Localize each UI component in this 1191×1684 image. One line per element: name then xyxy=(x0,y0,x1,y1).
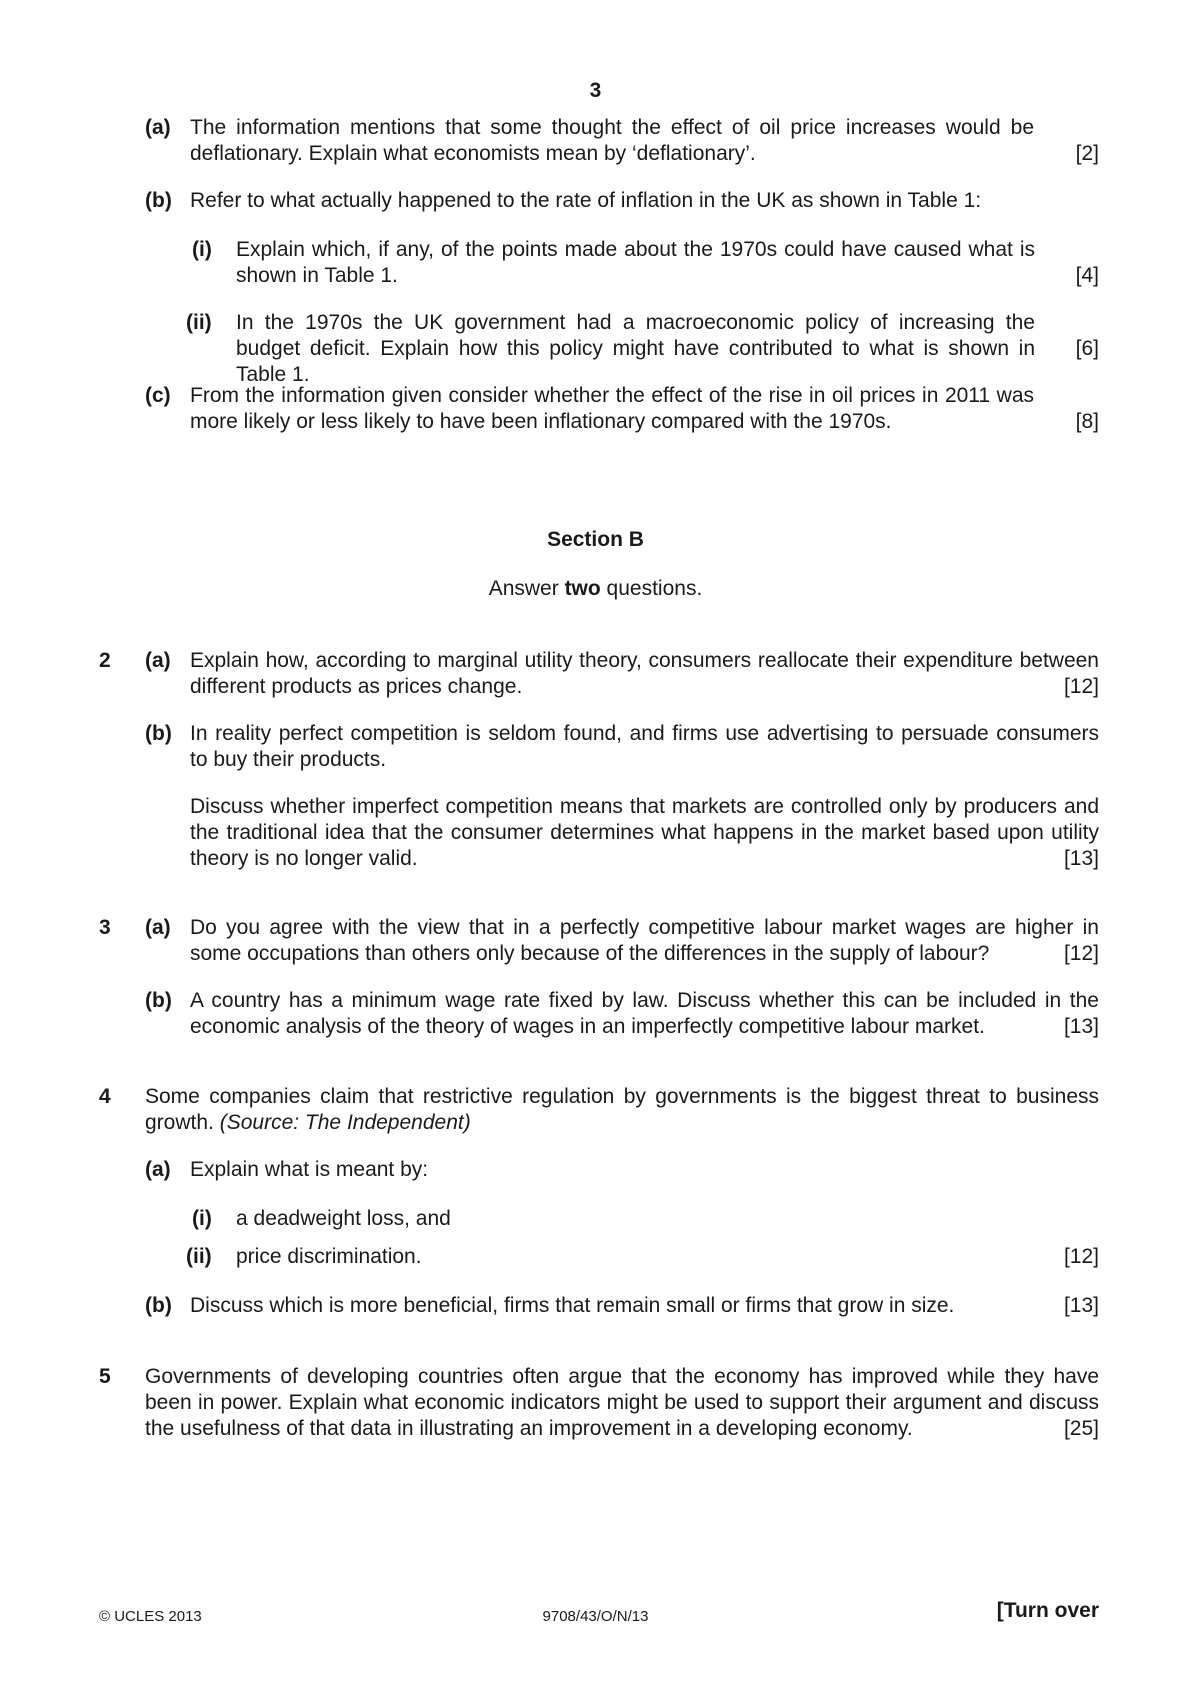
part-label: (a) xyxy=(145,649,171,672)
sub-label: (ii) xyxy=(186,1245,212,1268)
question-text: Discuss whether imperfect competition means that markets are controlled only by producers and the traditional idea that the consumer determines what happens in the market based upon utility theory is no longer valid. xyxy=(190,795,1099,870)
mark: [13] xyxy=(1063,1015,1099,1038)
part-label: (b) xyxy=(145,1294,172,1317)
question-text: Do you agree with the view that in a perfectly competitive labour market wages are higher in some occupations than others only because of the differences in the supply of labour? xyxy=(190,916,1099,965)
mark: [12] xyxy=(1063,675,1099,698)
mark: [13] xyxy=(1063,1294,1099,1317)
question-number: 2 xyxy=(99,649,111,672)
question-text: Discuss which is more beneficial, firms that remain small or firms that grow in size. xyxy=(190,1294,955,1317)
section-instruction: Answer two questions. xyxy=(488,577,703,600)
question-text: Some companies claim that restrictive regulation by governments is the biggest threat to business growth. (Source: The Independent) xyxy=(145,1085,1099,1134)
mark: [2] xyxy=(1075,142,1099,165)
question-text: In the 1970s the UK government had a macroeconomic policy of increasing the budget deficit. Explain how this policy might have contributed to what is shown in Table 1. xyxy=(236,311,1035,386)
part-label: (b) xyxy=(145,989,172,1012)
part-label: (c) xyxy=(145,384,171,407)
page-number: 3 xyxy=(589,79,602,102)
question-text: Explain how, according to marginal utility theory, consumers reallocate their expenditure between different products as prices change. xyxy=(190,649,1099,698)
mark: [8] xyxy=(1075,410,1099,433)
part-label: (a) xyxy=(145,1158,171,1181)
question-text: Refer to what actually happened to the rate of inflation in the UK as shown in Table 1: xyxy=(190,189,982,212)
mark: [4] xyxy=(1075,264,1099,287)
question-text: Explain what is meant by: xyxy=(190,1158,429,1181)
question-text: price discrimination. xyxy=(236,1245,422,1268)
part-label: (a) xyxy=(145,116,171,139)
turn-over: [Turn over xyxy=(996,1599,1099,1622)
mark: [6] xyxy=(1075,337,1099,360)
part-label: (b) xyxy=(145,189,172,212)
part-label: (b) xyxy=(145,722,172,745)
mark: [13] xyxy=(1063,847,1099,870)
copyright: © UCLES 2013 xyxy=(99,1608,202,1625)
source-citation: (Source: The Independent) xyxy=(219,1111,471,1134)
sub-label: (i) xyxy=(192,1207,212,1230)
question-text: From the information given consider whether the effect of the rise in oil prices in 2011 was more likely or less likely to have been inflationary compared with the 1970s. xyxy=(190,384,1034,433)
paper-code: 9708/43/O/N/13 xyxy=(542,1608,649,1625)
question-text: A country has a minimum wage rate fixed by law. Discuss whether this can be included in the economic analysis of the theory of wages in an imperfectly competitive labour market. xyxy=(190,989,1099,1038)
sub-label: (ii) xyxy=(186,311,212,334)
sub-label: (i) xyxy=(192,238,212,261)
question-text: Explain which, if any, of the points made about the 1970s could have caused what is shown in Table 1. xyxy=(236,238,1035,287)
question-text: The information mentions that some thought the effect of oil price increases would be deflationary. Explain what economists mean by ‘deflationary’. xyxy=(190,116,1034,165)
mark: [25] xyxy=(1063,1417,1099,1440)
question-number: 3 xyxy=(99,916,111,939)
mark: [12] xyxy=(1063,1245,1099,1268)
mark: [12] xyxy=(1063,942,1099,965)
question-text: In reality perfect competition is seldom found, and firms use advertising to persuade consumers to buy their products. xyxy=(190,722,1099,771)
part-label: (a) xyxy=(145,916,171,939)
question-text: Governments of developing countries often argue that the economy has improved while they have been in power. Explain what economic indicators might be used to support their argument and discuss the usefulness of that data in illustrating an improvement in a developing economy. xyxy=(145,1365,1099,1440)
question-text: a deadweight loss, and xyxy=(236,1207,451,1230)
question-number: 4 xyxy=(99,1085,111,1108)
question-number: 5 xyxy=(99,1365,111,1388)
section-title: Section B xyxy=(547,528,644,551)
